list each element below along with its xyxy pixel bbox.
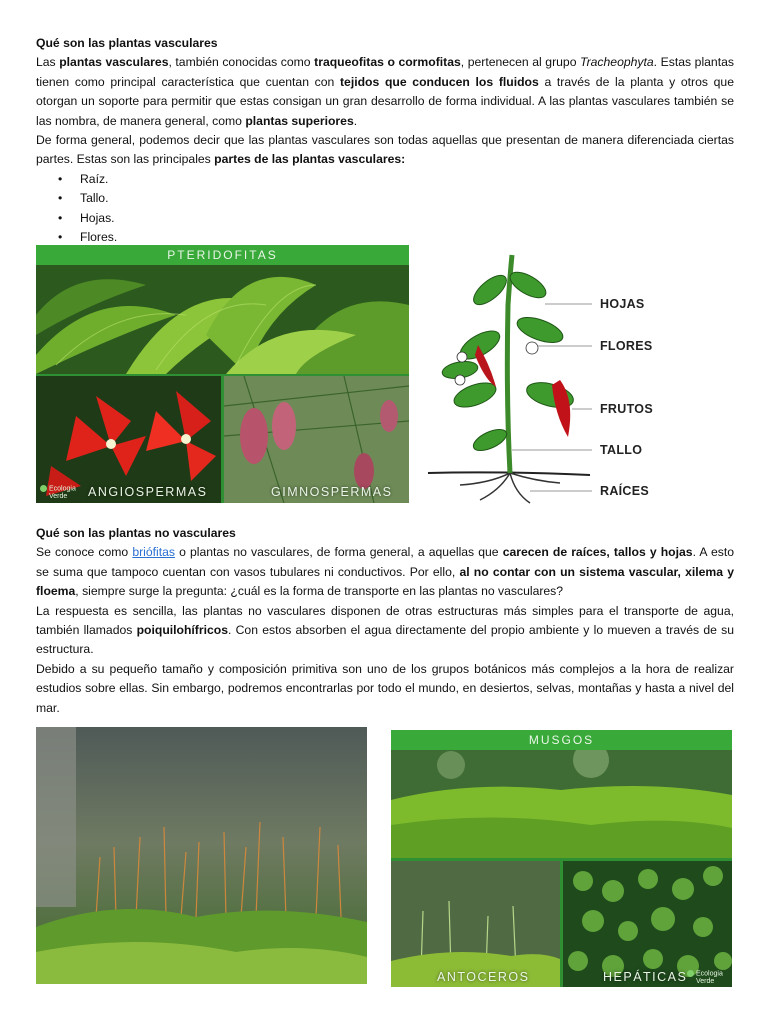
paragraph-no-vasculares-transport: La respuesta es sencilla, las plantas no vasculares disponen de otras estructuras más simples para el transporte de agua, también llamados poiquilohífricos. Con estos absorben el agua directamente del propio ambiente y lo mueven a través de su estructura. <box>36 603 734 657</box>
ecologia-verde-logo: Ecologia Verde <box>687 970 723 986</box>
label-hojas: HOJAS <box>600 297 645 311</box>
label-tallo: TALLO <box>600 443 643 457</box>
paragraph-no-vasculares-study: Debido a su pequeño tamaño y composición primitiva son uno de los grupos botánicos más complejos a la hora de realizar estudios sobre ellas. Sin embargo, podremos encontrarlas por todo el mundo, en desiertos, selvas, montañas y hasta a nivel del mar. <box>36 661 734 715</box>
gimnospermas-label: GIMNOSPERMAS <box>271 485 393 499</box>
list-item: • Raíz. <box>58 170 734 189</box>
list-item: • Flores. <box>58 228 734 247</box>
section-title-vasculares: Qué son las plantas vasculares <box>36 36 218 50</box>
angiospermas-photo <box>36 376 221 503</box>
ecologia-verde-logo: Ecologia Verde <box>40 485 76 501</box>
document-page <box>36 34 734 247</box>
leaf-icon <box>687 970 694 977</box>
list-item: • Tallo. <box>58 189 734 208</box>
antoceros-label: ANTOCEROS <box>437 970 530 984</box>
label-raices: RAÍCES <box>600 484 650 498</box>
non-vascular-plants-collage <box>391 730 732 987</box>
paragraph-vasculares-intro: Las plantas vasculares, también conocidas como traqueofitas o cormofitas, pertenecen al grupo Tracheophyta. Estas plantas tienen como principal característica que cuentan con tejidos que conducen los fluidos a través de la planta y otros que otorgan un soporte para permitir que estas consigan un gran desarrollo de forma individual. A las plantas vasculares también se las nombra, de manera general, como plantas superiores. <box>36 55 734 128</box>
antoceros-photo <box>391 861 560 987</box>
document-page-section2 <box>36 524 734 718</box>
label-frutos: FRUTOS <box>600 402 653 416</box>
vascular-plants-collage <box>36 245 409 503</box>
angiospermas-label: ANGIOSPERMAS <box>88 485 208 499</box>
section-title-no-vasculares: Qué son las plantas no vasculares <box>36 526 236 540</box>
plant-parts-diagram <box>420 245 720 507</box>
musgos-label: MUSGOS <box>391 730 732 750</box>
paragraph-vasculares-parts: De forma general, podemos decir que las plantas vasculares son todas aquellas que presentan de manera diferenciada ciertas partes. Estas son las principales partes de las plantas vasculares: <box>36 133 734 167</box>
briofitas-link[interactable]: briófitas <box>132 545 176 560</box>
leaf-icon <box>40 485 47 492</box>
label-flores: FLORES <box>600 339 653 353</box>
hepaticas-photo <box>563 861 732 987</box>
pteridofitas-label: PTERIDOFITAS <box>36 245 409 265</box>
list-item: • Hojas. <box>58 209 734 228</box>
moss-photo <box>36 727 367 984</box>
gimnospermas-photo <box>224 376 409 503</box>
parts-list <box>36 170 734 248</box>
paragraph-no-vasculares-intro: Se conoce como briófitas o plantas no vasculares, de forma general, a aquellas que carecen de raíces, tallos y hojas. A esto se suma que tampoco cuentan con vasos tubulares ni conductivos. Por ello, al no contar con un sistema vascular, xilema y floema, siempre surge la pregunta: ¿cuál es la forma de transporte en las plantas no vasculares? <box>36 545 734 599</box>
hepaticas-label: HEPÁTICAS <box>603 970 688 984</box>
